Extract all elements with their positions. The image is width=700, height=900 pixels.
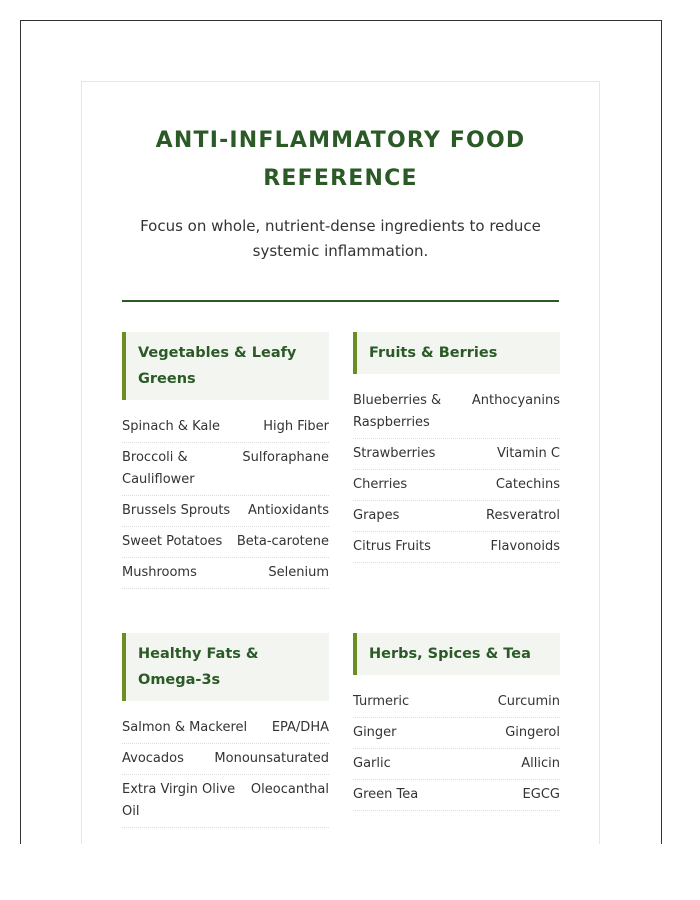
section-heading: Vegetables & Leafy Greens xyxy=(122,332,329,400)
food-name: Sweet Potatoes xyxy=(122,534,223,549)
food-row xyxy=(122,558,329,589)
food-benefit: Curcumin xyxy=(497,694,560,709)
subtitle: Focus on whole, nutrient-dense ingredients to reduce systemic inflammation. xyxy=(140,217,541,260)
food-name: Blueberries & Raspberries xyxy=(353,393,442,430)
food-name: Avocados xyxy=(122,751,184,766)
food-name: Salmon & Mackerel xyxy=(122,720,248,735)
food-row xyxy=(353,470,560,501)
food-row xyxy=(122,527,329,558)
food-name: Brussels Sprouts xyxy=(122,503,231,518)
food-section xyxy=(353,633,560,828)
food-benefit: Anthocyanins xyxy=(471,393,560,408)
food-row xyxy=(122,496,329,527)
food-name: Grapes xyxy=(353,508,400,523)
page-frame xyxy=(20,20,662,844)
food-row xyxy=(353,439,560,470)
food-benefit: Resveratrol xyxy=(486,508,560,523)
food-benefit: EGCG xyxy=(522,787,560,802)
food-benefit: Flavonoids xyxy=(490,539,560,554)
food-benefit: Allicin xyxy=(521,756,560,771)
food-benefit: Gingerol xyxy=(505,725,560,740)
food-row xyxy=(122,775,329,828)
food-benefit: Monounsaturated xyxy=(214,751,329,766)
food-section xyxy=(122,633,329,828)
food-name: Broccoli & Cauliflower xyxy=(122,450,195,487)
food-sections xyxy=(122,332,559,828)
food-name: Garlic xyxy=(353,756,391,771)
food-name: Mushrooms xyxy=(122,565,197,580)
food-row xyxy=(353,532,560,563)
food-name: Green Tea xyxy=(353,787,419,802)
food-benefit: High Fiber xyxy=(263,419,329,434)
food-benefit: Oleocanthal xyxy=(250,782,329,797)
food-name: Strawberries xyxy=(353,446,436,461)
food-row xyxy=(122,443,329,496)
food-row xyxy=(353,780,560,811)
food-benefit: Beta-carotene xyxy=(236,534,329,549)
food-benefit: Vitamin C xyxy=(496,446,560,461)
divider xyxy=(122,300,559,302)
food-row xyxy=(353,687,560,718)
food-row xyxy=(122,744,329,775)
food-section xyxy=(353,332,560,589)
food-name: Ginger xyxy=(353,725,397,740)
food-row xyxy=(353,501,560,532)
food-name: Turmeric xyxy=(353,694,410,709)
food-benefit: Antioxidants xyxy=(247,503,329,518)
page-title: ANTI-INFLAMMATORY FOOD REFERENCE xyxy=(155,128,526,191)
food-name: Extra Virgin Olive Oil xyxy=(122,782,236,819)
food-benefit: Selenium xyxy=(268,565,329,580)
food-benefit: EPA/DHA xyxy=(271,720,329,735)
food-row xyxy=(122,412,329,443)
food-name: Spinach & Kale xyxy=(122,419,220,434)
section-heading: Healthy Fats & Omega-3s xyxy=(122,633,329,701)
section-heading: Herbs, Spices & Tea xyxy=(353,633,560,675)
food-benefit: Sulforaphane xyxy=(242,450,329,465)
food-name: Citrus Fruits xyxy=(353,539,431,554)
reference-card xyxy=(81,81,600,844)
food-row xyxy=(353,718,560,749)
food-benefit: Catechins xyxy=(495,477,560,492)
food-section xyxy=(122,332,329,589)
section-heading: Fruits & Berries xyxy=(353,332,560,374)
food-name: Cherries xyxy=(353,477,408,492)
food-row xyxy=(122,713,329,744)
food-row xyxy=(353,386,560,439)
food-row xyxy=(353,749,560,780)
